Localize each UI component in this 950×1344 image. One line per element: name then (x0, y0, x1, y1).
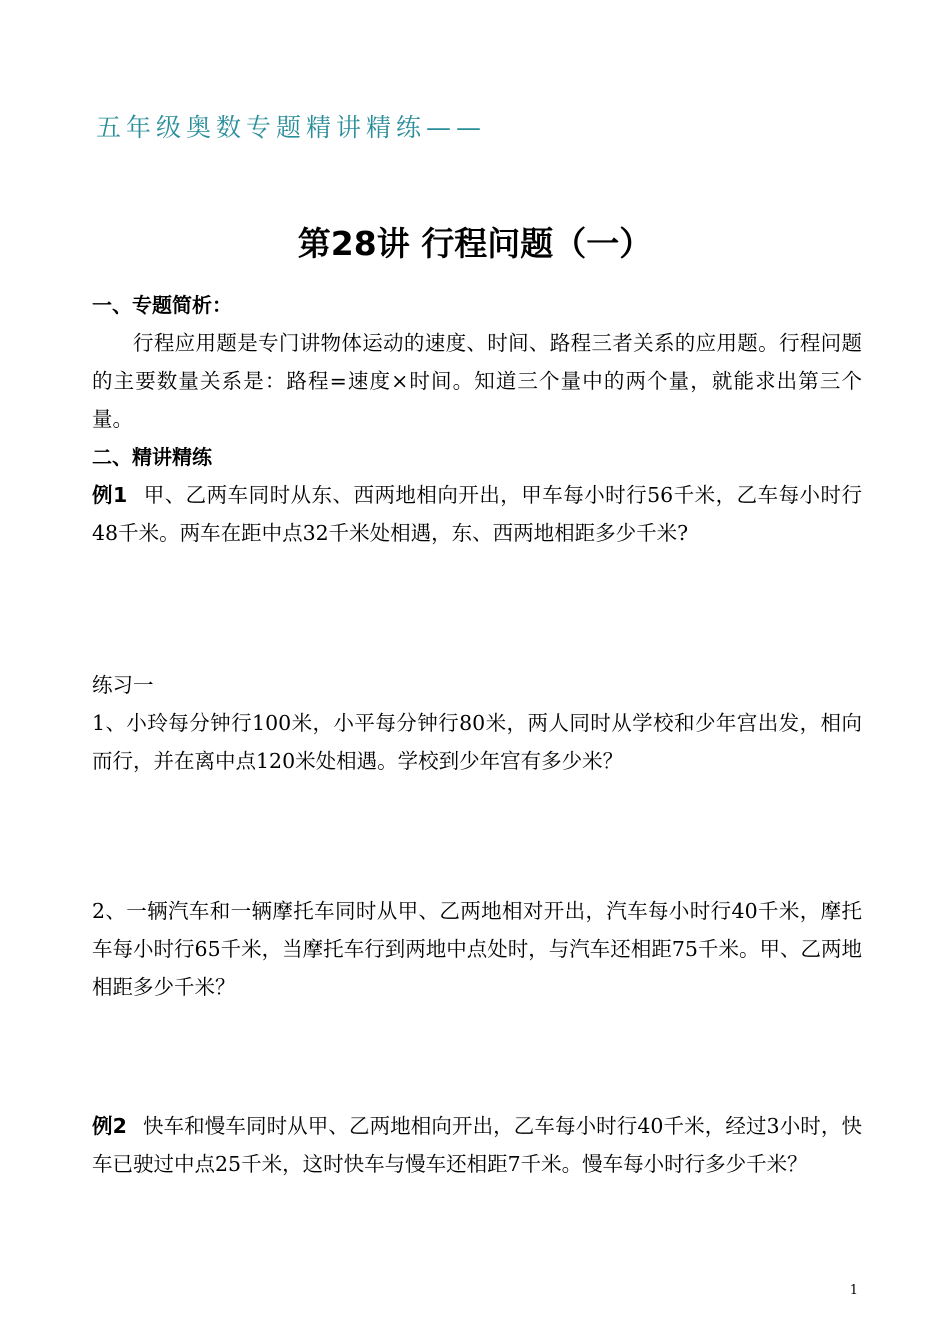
practice-1-heading: 练习一 (92, 673, 154, 697)
section-heading-practice: 二、精讲精练 (92, 445, 212, 469)
section-heading-overview: 一、专题简析： (92, 293, 232, 317)
series-header: 五年级奥数专题精讲精练—— (96, 113, 487, 142)
answer-space (92, 780, 862, 892)
page-number: 1 (849, 1283, 858, 1298)
example-1 (92, 476, 862, 552)
example-2-text: 快车和慢车同时从甲、乙两地相向开出，乙车每小时行40千米，经过3小时，快车已驶过中点25千米，这时快车与慢车还相距7千米。慢车每小时行多少千米？ (92, 1114, 862, 1176)
example-2 (92, 1107, 862, 1183)
example-1-text: 甲、乙两车同时从东、西两地相向开出，甲车每小时行56千米，乙车每小时行48千米。两车在距中点32千米处相遇，东、西两地相距多少千米? (92, 483, 862, 545)
example-1-label: 例1 (92, 483, 128, 507)
practice-question-2: 2、一辆汽车和一辆摩托车同时从甲、乙两地相对开出，汽车每小时行40千米，摩托车每小时行65千米，当摩托车行到两地中点处时，与汽车还相距75千米。甲、乙两地相距多少千米？ (92, 899, 862, 999)
lecture-title: 第28讲 行程问题（一） (297, 224, 653, 263)
answer-space (92, 552, 862, 666)
example-2-label: 例2 (92, 1114, 127, 1138)
answer-space (92, 1006, 862, 1107)
document-body (92, 286, 862, 1183)
overview-paragraph: 行程应用题是专门讲物体运动的速度、时间、路程三者关系的应用题。行程问题的主要数量关系是：路程=速度×时间。知道三个量中的两个量，就能求出第三个量。 (92, 331, 862, 431)
practice-question-1: 1、小玲每分钟行100米，小平每分钟行80米，两人同时从学校和少年宫出发，相向而行，并在离中点120米处相遇。学校到少年宫有多少米？ (92, 711, 862, 773)
